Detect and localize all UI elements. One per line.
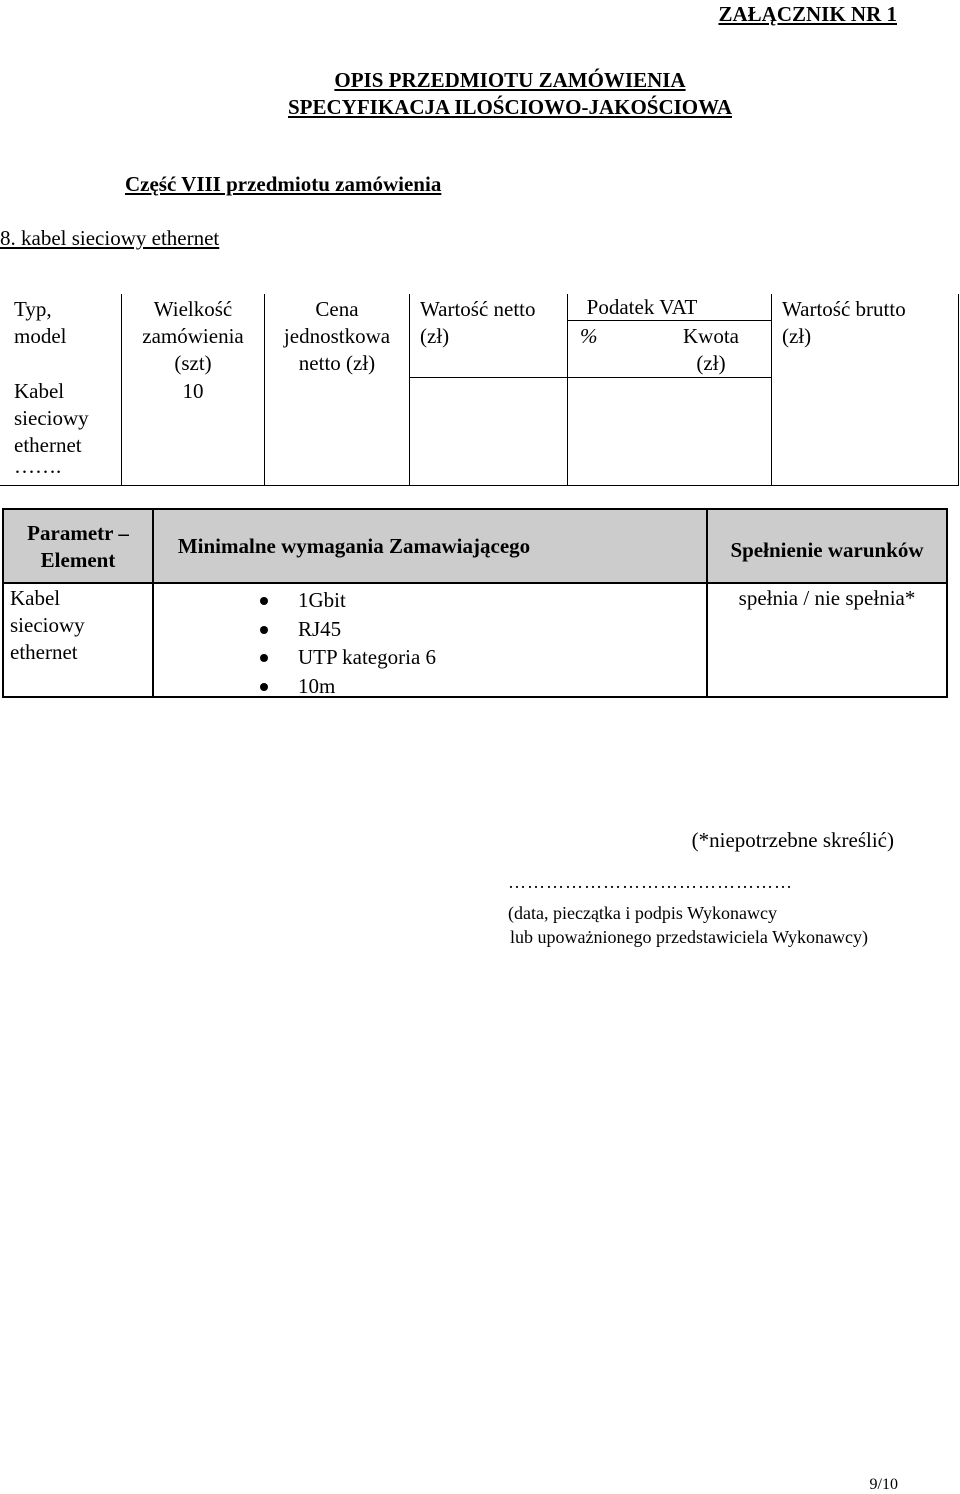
bullet-icon [260,654,268,662]
row-element: Kabel sieciowy ethernet [10,586,85,664]
item-heading: 8. kabel sieciowy ethernet [0,226,220,250]
header-unit-price: Cena jednostkowa netto (zł) [283,297,391,375]
document-subtitle: SPECYFIKACJA ILOŚCIOWO-JAKOŚCIOWA [288,95,732,119]
signature-caption-line2: lub upoważnionego przedstawiciela Wykonawcy) [510,927,868,947]
footnote: (*niepotrzebne skreślić) [691,828,894,852]
header-type-model: Typ, model [14,297,67,348]
header-order-size: Wielkość zamówienia (szt) [142,297,244,375]
list-item: UTP kategoria 6 [254,643,436,672]
bullet-icon [260,683,268,691]
signature-line: ……………………………………… [508,872,793,892]
list-item: 1Gbit [254,586,436,615]
header-vat-percent: % [580,324,598,348]
requirements-list [254,586,436,700]
header-fulfilment: Spełnienie warunków [730,538,924,562]
header-net-value: Wartość netto (zł) [420,297,536,348]
list-item: RJ45 [254,615,436,644]
header-min-requirements: Minimalne wymagania Zamawiającego [177,534,531,558]
page-number: 9/10 [869,1476,898,1493]
header-gross-value: Wartość brutto (zł) [782,297,906,348]
row-order-size: 10 [182,379,204,403]
row-type-model: Kabel sieciowy ethernet ……. [14,379,89,478]
bullet-icon [260,597,268,605]
annex-label: ZAŁĄCZNIK NR 1 [718,2,897,26]
header-parameter: Parametr – Element [27,521,129,572]
pricing-table [0,294,960,486]
bullet-icon [260,626,268,634]
header-vat-amount: Kwota (zł) [683,324,739,375]
requirements-table [2,508,948,698]
list-item: 10m [254,672,436,701]
header-vat: Podatek VAT [586,295,698,319]
document-title: OPIS PRZEDMIOTU ZAMÓWIENIA [334,68,686,92]
part-heading: Część VIII przedmiotu zamówienia [125,172,442,196]
row-fulfilment: spełnia / nie spełnia* [738,586,916,610]
signature-caption-line1: (data, pieczątka i podpis Wykonawcy [508,903,777,923]
